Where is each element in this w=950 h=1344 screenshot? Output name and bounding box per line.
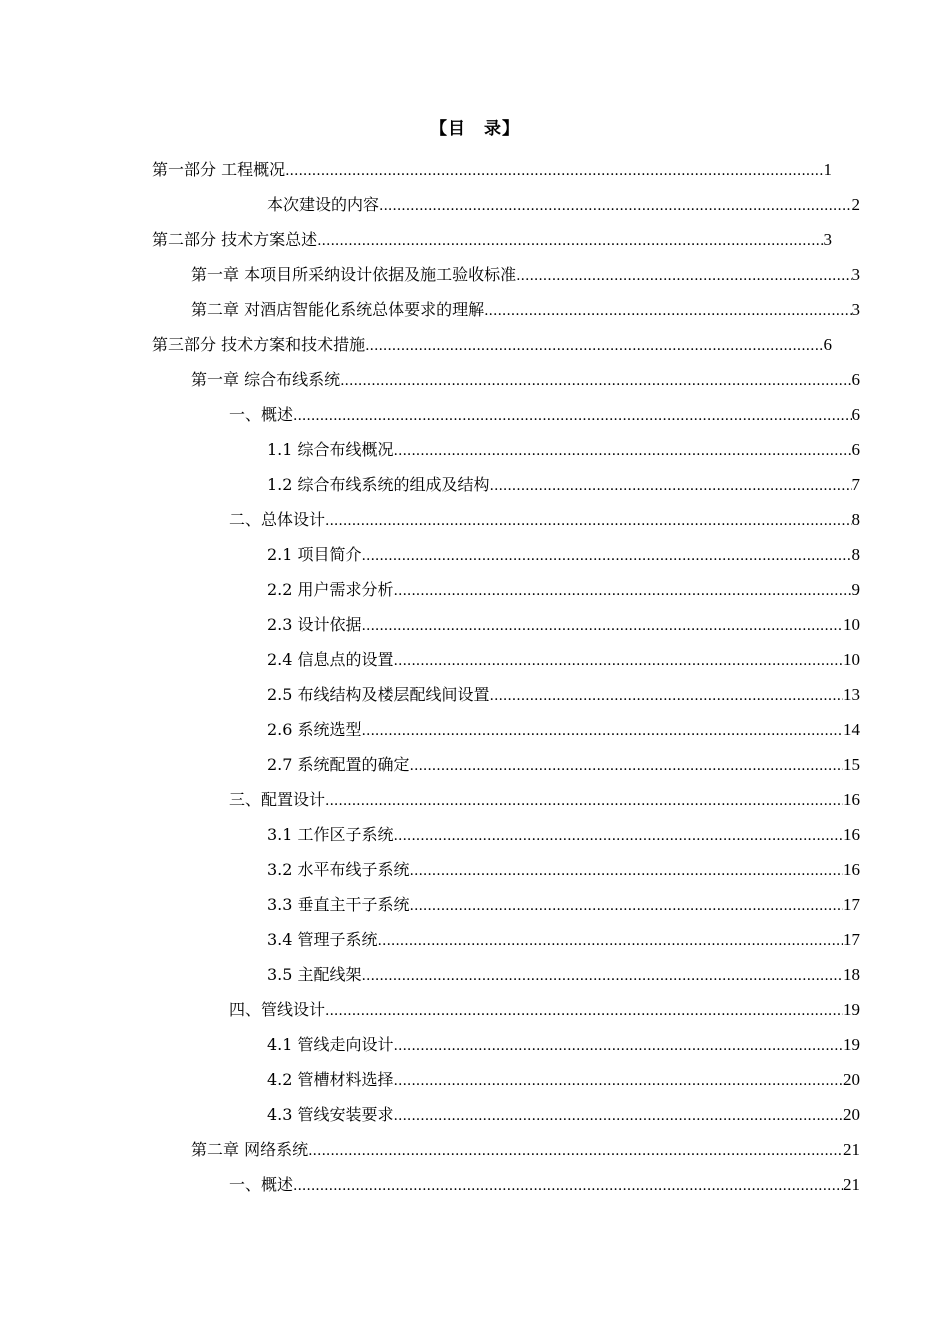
toc-leader-dots — [410, 750, 843, 781]
toc-leader-dots — [394, 820, 843, 851]
toc-leader-dots — [394, 1065, 843, 1096]
toc-entry-label: 4.1 管线走向设计 — [267, 1035, 394, 1054]
toc-entry[interactable] — [267, 540, 860, 570]
toc-entry[interactable] — [229, 400, 860, 430]
toc-entry[interactable] — [267, 435, 860, 465]
toc-leader-dots — [325, 995, 843, 1026]
toc-leader-dots — [394, 645, 843, 676]
toc-leader-dots — [293, 1170, 843, 1201]
toc-page-number: 20 — [843, 1070, 860, 1089]
toc-leader-dots — [293, 400, 851, 431]
toc-entry[interactable] — [267, 190, 860, 220]
toc-leader-dots — [379, 190, 851, 221]
toc-entry[interactable] — [267, 855, 860, 885]
toc-page-number: 2 — [851, 195, 860, 214]
toc-entry[interactable] — [229, 785, 860, 815]
toc-entry-label: 2.6 系统选型 — [267, 720, 362, 739]
toc-entry[interactable] — [229, 505, 860, 535]
toc-entry-label: 第一章 综合布线系统 — [191, 370, 341, 389]
toc-page-number: 10 — [843, 615, 860, 634]
toc-page-number: 6 — [851, 405, 860, 424]
toc-entry[interactable] — [267, 575, 860, 605]
toc-entry[interactable] — [229, 1170, 860, 1200]
toc-entry[interactable] — [267, 645, 860, 675]
toc-entry-label: 二、总体设计 — [229, 510, 326, 529]
toc-page-number: 14 — [843, 720, 860, 739]
toc-entry-label: 第二章 对酒店智能化系统总体要求的理解 — [191, 300, 485, 319]
toc-leader-dots — [362, 960, 843, 991]
toc-entry[interactable] — [267, 610, 860, 640]
toc-entry[interactable] — [191, 1135, 860, 1165]
toc-entry-label: 第一部分 工程概况 — [152, 160, 286, 179]
toc-entry[interactable] — [191, 365, 860, 395]
toc-entry[interactable] — [267, 680, 860, 710]
toc-page-number: 21 — [843, 1140, 860, 1159]
toc-leader-dots — [410, 890, 843, 921]
toc-page-number: 16 — [843, 825, 860, 844]
toc-entry-label: 一、概述 — [229, 405, 294, 424]
toc-leader-dots — [365, 330, 823, 361]
toc-entry-label: 3.1 工作区子系统 — [267, 825, 394, 844]
toc-page-number: 9 — [851, 580, 860, 599]
toc-entry-label: 第二部分 技术方案总述 — [152, 230, 318, 249]
toc-entry[interactable] — [152, 155, 832, 185]
toc-entry-label: 本次建设的内容 — [267, 195, 380, 214]
toc-entry-label: 4.2 管槽材料选择 — [267, 1070, 394, 1089]
toc-entry[interactable] — [267, 1100, 860, 1130]
toc-entry-label: 3.2 水平布线子系统 — [267, 860, 410, 879]
toc-page-number: 15 — [843, 755, 860, 774]
toc-page-number: 17 — [843, 930, 860, 949]
toc-entry[interactable] — [191, 260, 860, 290]
toc-page-number: 3 — [851, 300, 860, 319]
toc-entry[interactable] — [267, 715, 860, 745]
toc-entry-label: 一、概述 — [229, 1175, 294, 1194]
toc-leader-dots — [490, 470, 852, 501]
toc-entry[interactable] — [267, 470, 860, 500]
toc-leader-dots — [394, 1030, 843, 1061]
toc-leader-dots — [325, 785, 843, 816]
toc-entry[interactable] — [267, 890, 860, 920]
toc-entry[interactable] — [191, 295, 860, 325]
toc-page-number: 18 — [843, 965, 860, 984]
toc-entry-label: 三、配置设计 — [229, 790, 326, 809]
toc-entry-label: 3.3 垂直主干子系统 — [267, 895, 410, 914]
toc-entry-label: 1.1 综合布线概况 — [267, 440, 394, 459]
toc-leader-dots — [340, 365, 851, 396]
toc-page-number: 3 — [823, 230, 832, 249]
toc-page-number: 6 — [823, 335, 832, 354]
toc-leader-dots — [362, 715, 843, 746]
toc-leader-dots — [410, 855, 843, 886]
toc-page-number: 6 — [851, 370, 860, 389]
toc-entry-label: 2.5 布线结构及楼层配线间设置 — [267, 685, 490, 704]
toc-page-number: 6 — [851, 440, 860, 459]
toc-entry-label: 2.1 项目简介 — [267, 545, 362, 564]
toc-entry[interactable] — [267, 820, 860, 850]
toc-page-number: 17 — [843, 895, 860, 914]
toc-entry-label: 第三部分 技术方案和技术措施 — [152, 335, 366, 354]
toc-leader-dots — [516, 260, 851, 291]
toc-entry-label: 第二章 网络系统 — [191, 1140, 309, 1159]
toc-entry[interactable] — [152, 330, 832, 360]
toc-leader-dots — [490, 680, 843, 711]
toc-page-number: 16 — [843, 790, 860, 809]
toc-entry-label: 3.5 主配线架 — [267, 965, 362, 984]
toc-page-number: 8 — [851, 545, 860, 564]
toc-entry-label: 2.2 用户需求分析 — [267, 580, 394, 599]
toc-page-number: 21 — [843, 1175, 860, 1194]
toc-leader-dots — [308, 1135, 843, 1166]
toc-page-number: 7 — [851, 475, 860, 494]
toc-entry-label: 1.2 综合布线系统的组成及结构 — [267, 475, 490, 494]
toc-entry-label: 第一章 本项目所采纳设计依据及施工验收标准 — [191, 265, 517, 284]
toc-leader-dots — [325, 505, 851, 536]
toc-leader-dots — [484, 295, 851, 326]
toc-entry[interactable] — [267, 925, 860, 955]
toc-entry[interactable] — [267, 1065, 860, 1095]
toc-leader-dots — [394, 435, 852, 466]
toc-page-number: 8 — [851, 510, 860, 529]
toc-leader-dots — [394, 575, 852, 606]
toc-page-number: 19 — [843, 1035, 860, 1054]
toc-page-number: 16 — [843, 860, 860, 879]
toc-page-number: 3 — [851, 265, 860, 284]
toc-leader-dots — [317, 225, 823, 256]
toc-entry[interactable] — [229, 995, 860, 1025]
toc-page-number: 20 — [843, 1105, 860, 1124]
toc-entry[interactable] — [152, 225, 832, 255]
toc-leader-dots — [394, 1100, 843, 1131]
toc-title: 【目 录】 — [430, 119, 520, 139]
toc-entry-label: 4.3 管线安装要求 — [267, 1105, 394, 1124]
toc-entry-label: 2.3 设计依据 — [267, 615, 362, 634]
toc-entry[interactable] — [267, 750, 860, 780]
toc-page-number: 1 — [823, 160, 832, 179]
toc-page-number: 13 — [843, 685, 860, 704]
toc-entry-label: 2.7 系统配置的确定 — [267, 755, 410, 774]
toc-entry-label: 四、管线设计 — [229, 1000, 326, 1019]
toc-page-number: 10 — [843, 650, 860, 669]
toc-entry-label: 2.4 信息点的设置 — [267, 650, 394, 669]
toc-page-number: 19 — [843, 1000, 860, 1019]
toc-entry[interactable] — [267, 1030, 860, 1060]
toc-leader-dots — [378, 925, 843, 956]
toc-leader-dots — [285, 155, 823, 186]
toc-entry-label: 3.4 管理子系统 — [267, 930, 378, 949]
toc-leader-dots — [362, 540, 852, 571]
toc-leader-dots — [362, 610, 843, 641]
toc-entry[interactable] — [267, 960, 860, 990]
